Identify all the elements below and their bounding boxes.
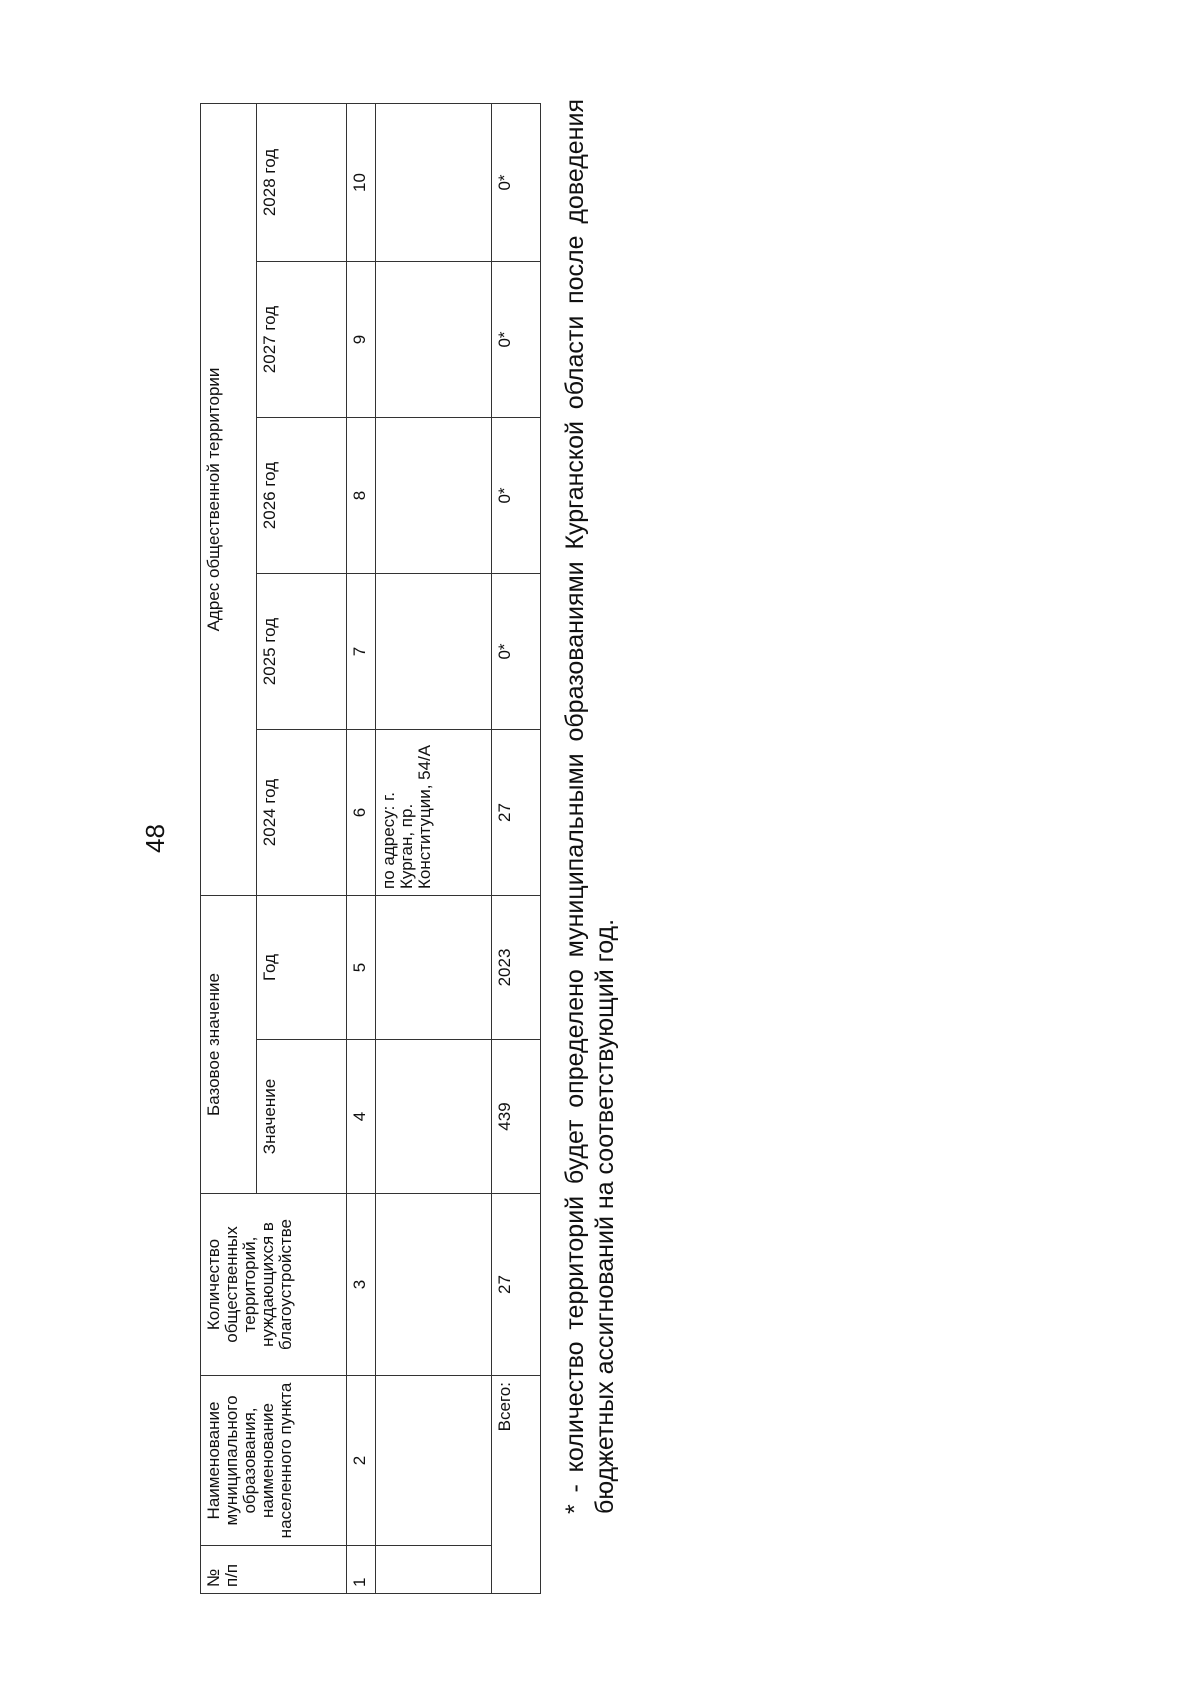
col-number: 9 <box>347 262 376 418</box>
header-2026: 2026 год <box>257 418 347 574</box>
total-count-need: 27 <box>492 1194 541 1376</box>
total-2028: 0* <box>492 103 541 261</box>
cell-num <box>376 1546 492 1594</box>
col-number: 1 <box>347 1546 376 1594</box>
total-2025: 0* <box>492 574 541 730</box>
col-number: 2 <box>347 1376 376 1546</box>
total-row <box>492 103 541 1593</box>
header-count-need: Количество общественных территорий, нуждающихся в благоустройстве <box>201 1194 347 1376</box>
total-year: 2023 <box>492 896 541 1040</box>
total-2027: 0* <box>492 262 541 418</box>
col-number: 10 <box>347 103 376 261</box>
cell-address-2024: по адресу: г. Курган, пр. Конституции, 54/А <box>376 730 492 896</box>
table-row <box>376 103 492 1593</box>
header-base-value: Базовое значение <box>201 896 257 1194</box>
cell-address-2028 <box>376 103 492 261</box>
header-2024: 2024 год <box>257 730 347 896</box>
total-2024: 27 <box>492 730 541 896</box>
header-year: Год <box>257 896 347 1040</box>
total-label: Всего: <box>492 1376 541 1594</box>
header-value: Значение <box>257 1040 347 1194</box>
column-number-row <box>347 103 376 1593</box>
cell-count-need <box>376 1194 492 1376</box>
cell-address-2025 <box>376 574 492 730</box>
total-2026: 0* <box>492 418 541 574</box>
cell-mo-name <box>376 1376 492 1546</box>
col-number: 3 <box>347 1194 376 1376</box>
cell-address-2027 <box>376 262 492 418</box>
table-header-row <box>201 103 257 1593</box>
public-territories-table <box>200 103 541 1594</box>
total-value: 439 <box>492 1040 541 1194</box>
header-2028: 2028 год <box>257 103 347 261</box>
cell-year <box>376 896 492 1040</box>
header-2025: 2025 год <box>257 574 347 730</box>
col-number: 8 <box>347 418 376 574</box>
footnote: * - количество территорий будет определено муниципальными образованиями Курганской области после доведения бюджетных ассигнований на соответствующий год. <box>561 99 619 1514</box>
cell-value <box>376 1040 492 1194</box>
col-number: 5 <box>347 896 376 1040</box>
page-number: 48 <box>140 824 170 853</box>
col-number: 4 <box>347 1040 376 1194</box>
col-number: 7 <box>347 574 376 730</box>
header-2027: 2027 год <box>257 262 347 418</box>
header-mo-name: Наименование муниципального образования, наименование населенного пункта <box>201 1376 347 1546</box>
cell-address-2026 <box>376 418 492 574</box>
col-number: 6 <box>347 730 376 896</box>
header-address: Адрес общественной территории <box>201 103 257 895</box>
header-num: № п/п <box>201 1546 347 1594</box>
